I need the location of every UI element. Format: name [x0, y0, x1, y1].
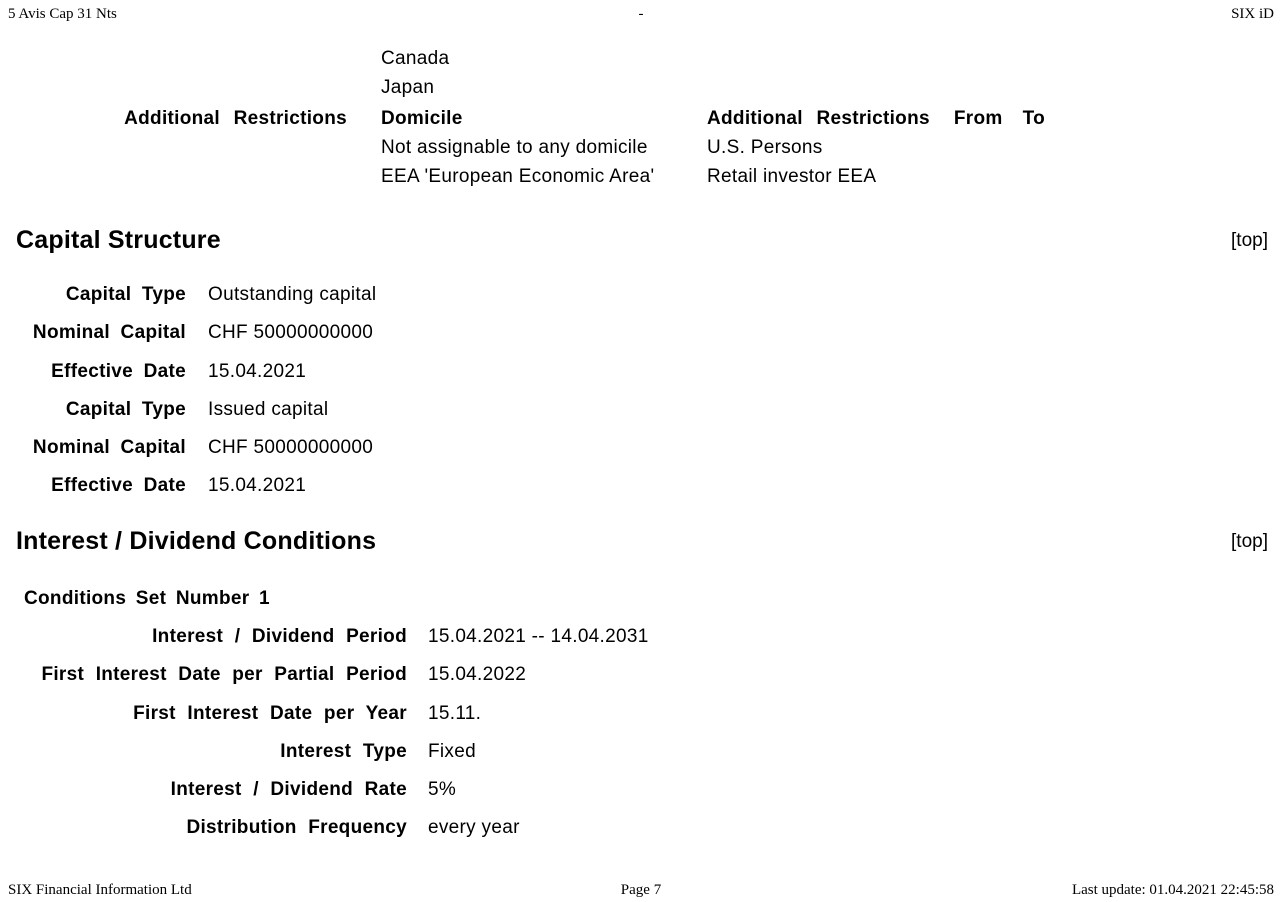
field-label: Capital Type [65, 284, 186, 305]
top-link-capital-structure[interactable]: [top] [1231, 230, 1268, 251]
column-header-to: To [1022, 108, 1045, 129]
capital-structure-rows [0, 284, 1282, 514]
field-value: 15.04.2021 [208, 360, 307, 382]
field-row [0, 361, 1282, 382]
field-value: every year [428, 817, 520, 839]
field-label: Nominal Capital [32, 437, 186, 459]
field-label: Interest / Dividend Period [152, 626, 407, 647]
field-value: CHF 50000000000 [208, 322, 374, 344]
domicile-value: EEA 'European Economic Area' [381, 166, 655, 187]
top-link-interest-dividend[interactable]: [top] [1231, 531, 1268, 552]
restriction-value: Retail investor EEA [707, 166, 877, 187]
domicile-value: Not assignable to any domicile [381, 137, 648, 158]
table-row [0, 137, 1282, 158]
field-value: 15.04.2021 -- 14.04.2031 [428, 626, 649, 647]
table-row [0, 77, 1282, 98]
field-label: Interest Type [280, 740, 407, 762]
field-row [0, 322, 1282, 343]
footer-company-name: SIX Financial Information Ltd [8, 882, 192, 898]
field-row [0, 437, 1282, 458]
table-row [0, 48, 1282, 69]
header-center-mark: - [638, 6, 644, 22]
footer-last-update: Last update: 01.04.2021 22:45:58 [1071, 882, 1274, 898]
conditions-set-header: Conditions Set Number 1 [24, 588, 270, 609]
field-label: Distribution Frequency [186, 817, 407, 839]
field-label: Interest / Dividend Rate [170, 779, 407, 801]
field-label: Nominal Capital [32, 322, 186, 344]
field-value: Outstanding capital [208, 284, 377, 305]
field-value: CHF 50000000000 [208, 437, 374, 459]
capital-structure-section-header [16, 228, 1268, 253]
column-header-from: From [953, 108, 1003, 129]
field-value: Fixed [428, 740, 476, 762]
header-product-name: SIX iD [1231, 6, 1274, 22]
field-row [0, 399, 1282, 420]
domicile-value: Canada [381, 48, 450, 69]
section-title-capital-structure: Capital Structure [16, 226, 221, 254]
field-label: Effective Date [51, 475, 186, 497]
interest-dividend-section-header [16, 529, 1268, 554]
field-row [0, 664, 1282, 685]
footer-page-number: Page 7 [620, 882, 662, 898]
field-row [0, 284, 1282, 305]
column-header-additional-restrictions: Additional Restrictions [707, 108, 930, 129]
table-row [0, 166, 1282, 187]
field-label: Capital Type [65, 398, 186, 420]
restrictions-table [0, 48, 1282, 195]
field-value: Issued capital [208, 398, 329, 420]
header-doc-title: 5 Avis Cap 31 Nts [8, 6, 117, 22]
domicile-value: Japan [381, 77, 435, 98]
field-row [0, 741, 1282, 762]
field-row [0, 626, 1282, 647]
field-value: 15.04.2022 [428, 664, 527, 686]
interest-dividend-rows [0, 626, 1282, 856]
table-header-row [0, 108, 1282, 129]
field-value: 15.04.2021 [208, 475, 307, 497]
field-row [0, 703, 1282, 724]
field-row [0, 475, 1282, 496]
field-label: First Interest Date per Partial Period [41, 664, 407, 686]
field-row [0, 817, 1282, 838]
restriction-value: U.S. Persons [707, 137, 823, 158]
field-value: 5% [428, 779, 457, 801]
column-header-domicile: Domicile [381, 108, 463, 129]
field-label: First Interest Date per Year [133, 702, 407, 724]
field-label: Effective Date [51, 360, 186, 382]
row-label-additional-restrictions: Additional Restrictions [124, 108, 347, 129]
section-title-interest-dividend-conditions: Interest / Dividend Conditions [16, 527, 377, 555]
field-value: 15.11. [428, 702, 482, 724]
field-row [0, 779, 1282, 800]
